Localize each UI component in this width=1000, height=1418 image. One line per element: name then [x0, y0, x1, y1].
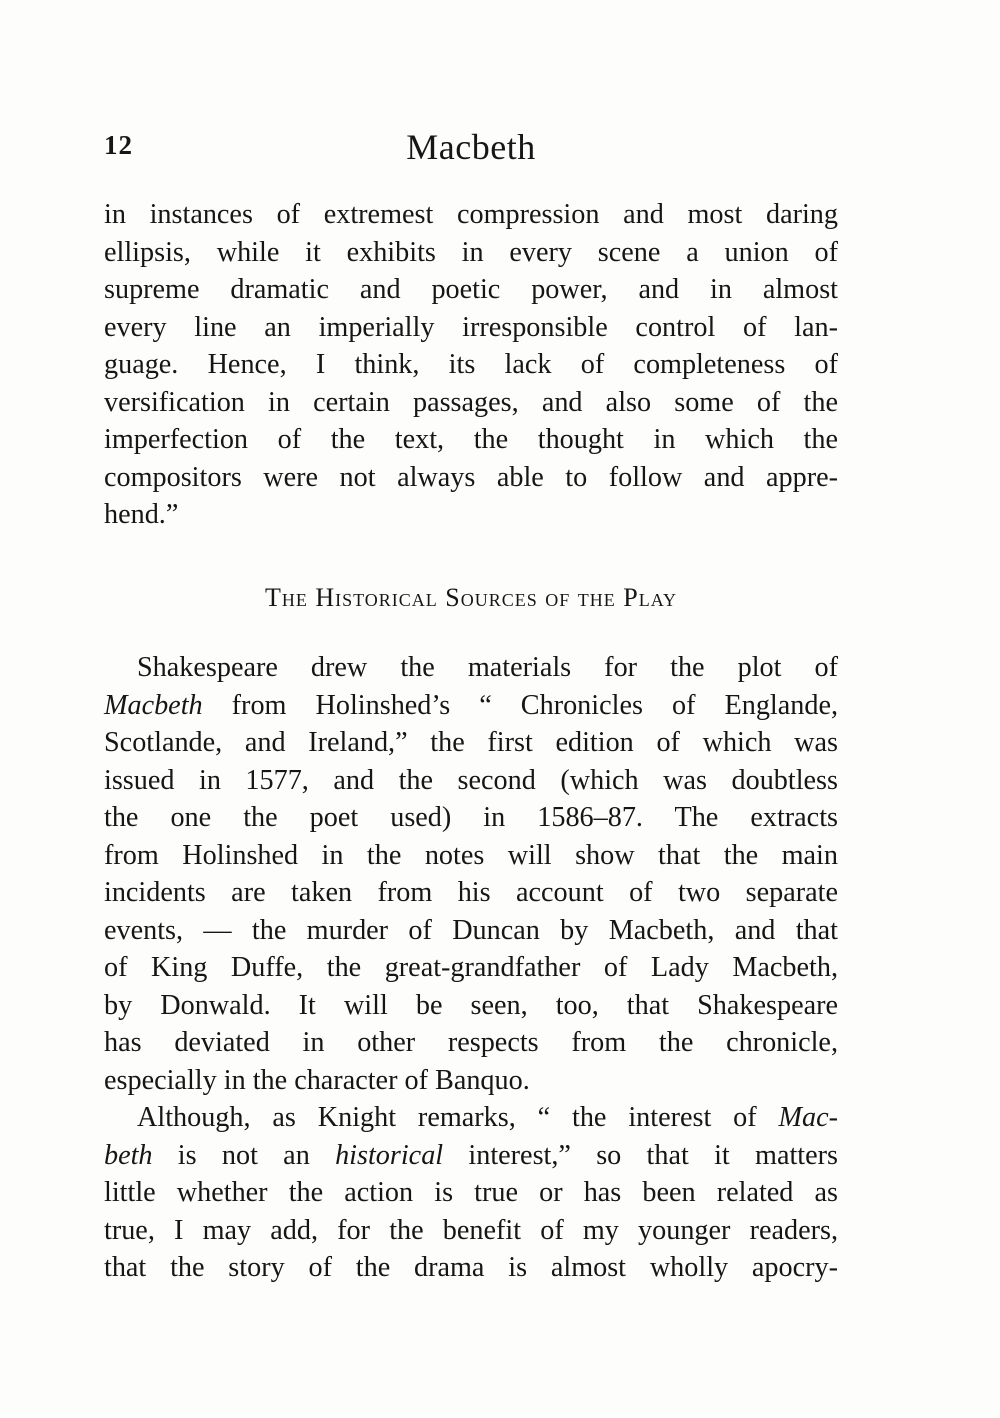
text-line — [104, 1099, 838, 1137]
text-line: incidents are taken from his account of two separate — [104, 877, 838, 908]
text-line: hend.” — [104, 499, 179, 530]
text-line: supreme dramatic and poetic power, and in almost — [104, 274, 838, 305]
text-line: by Donwald. It will be seen, too, that Shakespeare — [104, 989, 838, 1021]
paragraph-2 — [104, 1099, 838, 1287]
text-line: Shakespeare drew the materials for the plot of — [137, 652, 838, 683]
text-segment: is not an — [152, 1139, 336, 1171]
running-head — [104, 126, 838, 168]
page-number: 12 — [104, 130, 133, 160]
paragraph-1 — [104, 649, 838, 1099]
text-line: compositors were not always able to follow and appre- — [104, 461, 838, 493]
italic-word: historical — [335, 1139, 444, 1171]
text-line: imperfection of the text, the thought in which the — [104, 424, 838, 455]
text-line: issued in 1577, and the second (which was doubtless — [104, 764, 838, 796]
section-body — [104, 649, 838, 1287]
text-line: especially in the character of Banquo. — [104, 1064, 530, 1096]
italic-title: Macbeth — [104, 689, 203, 721]
text-line: guage. Hence, I think, its lack of completeness of — [104, 349, 838, 380]
text-line — [104, 687, 838, 725]
text-line: has deviated in other respects from the chronicle, — [104, 1027, 838, 1058]
text-line: every line an imperially irresponsible control of lan- — [104, 311, 838, 343]
text-line — [104, 1137, 838, 1175]
text-line: events, — the murder of Duncan by Macbeth, and that — [104, 914, 838, 946]
text-segment: from Holinshed’s “ Chronicles of Englande, — [202, 689, 838, 721]
continued-paragraph — [104, 196, 838, 534]
text-segment: interest,” so that it matters — [443, 1139, 838, 1171]
text-line: the one the poet used) in 1586–87. The extracts — [104, 802, 838, 833]
text-segment: Although, as Knight remarks, “ the interest of — [137, 1102, 779, 1133]
text-line: true, I may add, for the benefit of my younger readers, — [104, 1214, 838, 1246]
section-heading: The Historical Sources of the Play — [264, 583, 678, 612]
text-line: of King Duffe, the great-grandfather of Lady Macbeth, — [104, 952, 838, 983]
text-line: ellipsis, while it exhibits in every scene a union of — [104, 236, 838, 268]
text-line: versification in certain passages, and also some of the — [104, 386, 838, 418]
italic-title: beth — [104, 1139, 153, 1171]
text-line: in instances of extremest compression and most daring — [104, 199, 838, 230]
italic-title: Mac- — [778, 1102, 838, 1133]
text-line: that the story of the drama is almost wholly apocry- — [104, 1252, 838, 1283]
text-line: little whether the action is true or has been related as — [104, 1177, 838, 1208]
text-line: from Holinshed in the notes will show that the main — [104, 839, 838, 871]
text-line: Scotlande, and Ireland,” the first edition of which was — [104, 727, 838, 758]
running-title: Macbeth — [406, 127, 536, 167]
